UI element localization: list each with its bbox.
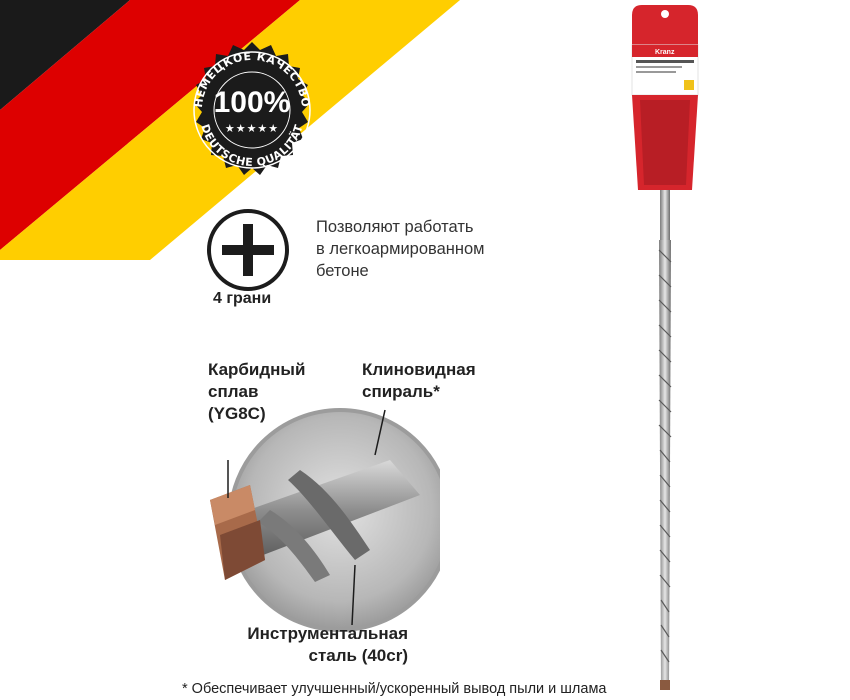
seal-percent: 100% [213,86,291,119]
spiral-label-line: спираль* [362,382,440,401]
plus-icon [205,207,291,293]
carbide-label-line: сплав [208,382,259,401]
description-line: бетоне [316,262,369,280]
feature-description [316,216,556,282]
steel-label-line: Инструментальная [247,624,408,643]
faces-label: 4 грани [213,290,272,307]
spiral-label-line: Клиновидная [362,360,476,379]
spiral-callout [362,359,522,403]
drill-bit-product [610,0,720,700]
carbide-callout [208,359,338,425]
seal-top-text: НЕМЕЦКОЕ КАЧЕСТВО [191,49,313,109]
drill-tip-closeup [180,400,440,640]
quality-seal [172,30,332,190]
seal-bottom-text: DEUTSCHE QUALITÄT [198,122,306,170]
steel-callout [208,623,408,667]
footnote: * Обеспечивает улучшенный/ускоренный вывод пыли и шлама [182,681,607,697]
carbide-label-line: (YG8C) [208,404,266,423]
description-line: в легкоармированном [316,240,485,258]
carbide-label-line: Карбидный [208,360,306,379]
seal-stars: ★★★★★ [224,123,280,135]
description-line: Позволяют работать [316,218,474,236]
steel-label-line: сталь (40cr) [308,646,408,665]
package-brand: Kranz [655,49,675,56]
